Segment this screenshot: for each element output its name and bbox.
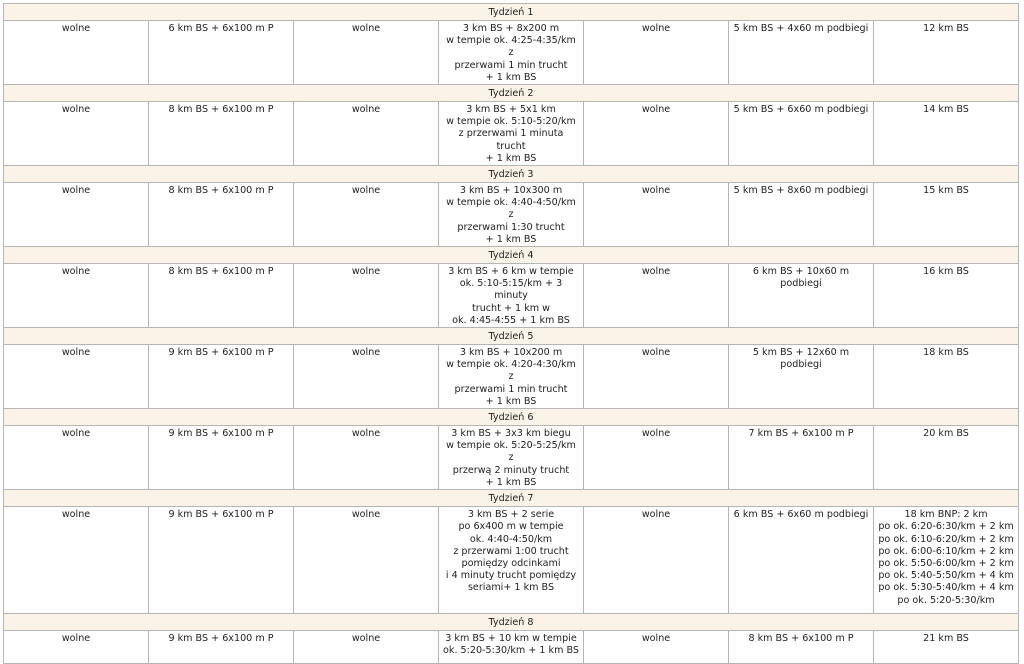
day-cell-2: 9 km BS + 6x100 m P [149,631,294,664]
week-days-row [4,264,1019,328]
day-cell-1: wolne [4,183,149,247]
day-cell-2: 9 km BS + 6x100 m P [149,507,294,614]
day-cell-7: 14 km BS [874,102,1019,166]
day-cell-5: wolne [584,507,729,614]
day-cell-4: 3 km BS + 3x3 km biegu w tempie ok. 5:20-5:25/km z przerwą 2 minuty trucht + 1 km BS [439,426,584,490]
week-days-row [4,631,1019,664]
day-cell-1: wolne [4,345,149,409]
training-plan-table [3,3,1019,664]
week-header-row [4,490,1019,507]
day-cell-7: 20 km BS [874,426,1019,490]
day-cell-1: wolne [4,102,149,166]
day-cell-6: 6 km BS + 6x60 m podbiegi [729,507,874,614]
day-cell-7: 18 km BS [874,345,1019,409]
day-cell-6: 5 km BS + 8x60 m podbiegi [729,183,874,247]
day-cell-1: wolne [4,507,149,614]
day-cell-3: wolne [294,21,439,85]
day-cell-2: 8 km BS + 6x100 m P [149,264,294,328]
day-cell-3: wolne [294,102,439,166]
day-cell-5: wolne [584,21,729,85]
week-header-row [4,85,1019,102]
week-label: Tydzień 1 [4,4,1019,21]
day-cell-5: wolne [584,183,729,247]
week-label: Tydzień 6 [4,409,1019,426]
day-cell-2: 8 km BS + 6x100 m P [149,183,294,247]
day-cell-6: 6 km BS + 10x60 m podbiegi [729,264,874,328]
day-cell-4: 3 km BS + 10 km w tempie ok. 5:20-5:30/km + 1 km BS [439,631,584,664]
week-header-row [4,614,1019,631]
day-cell-3: wolne [294,631,439,664]
day-cell-5: wolne [584,345,729,409]
day-cell-1: wolne [4,631,149,664]
day-cell-3: wolne [294,264,439,328]
week-label: Tydzień 4 [4,247,1019,264]
week-header-row [4,409,1019,426]
week-header-row [4,328,1019,345]
day-cell-6: 5 km BS + 4x60 m podbiegi [729,21,874,85]
day-cell-7: 18 km BNP: 2 km po ok. 6:20-6:30/km + 2 km po ok. 6:10-6:20/km + 2 km po ok. 6:00-6:10/km + 2 km po ok. 5:50-6:00/km + 2 km po ok. 5:40-5:50/km + 4 km po ok. 5:30-5:40/km + 4 km po ok. 5:20-5:30/km [874,507,1019,614]
week-days-row [4,102,1019,166]
week-label: Tydzień 7 [4,490,1019,507]
day-cell-6: 5 km BS + 6x60 m podbiegi [729,102,874,166]
day-cell-6: 7 km BS + 6x100 m P [729,426,874,490]
day-cell-5: wolne [584,631,729,664]
day-cell-7: 16 km BS [874,264,1019,328]
day-cell-7: 21 km BS [874,631,1019,664]
day-cell-5: wolne [584,264,729,328]
week-label: Tydzień 5 [4,328,1019,345]
week-days-row [4,183,1019,247]
day-cell-4: 3 km BS + 6 km w tempie ok. 5:10-5:15/km + 3 minuty trucht + 1 km w ok. 4:45-4:55 + 1 km BS [439,264,584,328]
day-cell-3: wolne [294,183,439,247]
week-header-row [4,4,1019,21]
week-header-row [4,247,1019,264]
day-cell-2: 8 km BS + 6x100 m P [149,102,294,166]
week-label: Tydzień 3 [4,166,1019,183]
week-days-row [4,345,1019,409]
day-cell-4: 3 km BS + 10x200 m w tempie ok. 4:20-4:30/km z przerwami 1 min trucht + 1 km BS [439,345,584,409]
day-cell-3: wolne [294,345,439,409]
day-cell-2: 9 km BS + 6x100 m P [149,426,294,490]
week-days-row [4,21,1019,85]
day-cell-2: 6 km BS + 6x100 m P [149,21,294,85]
day-cell-2: 9 km BS + 6x100 m P [149,345,294,409]
day-cell-3: wolne [294,426,439,490]
day-cell-3: wolne [294,507,439,614]
day-cell-5: wolne [584,102,729,166]
training-plan-body [4,4,1019,664]
day-cell-7: 12 km BS [874,21,1019,85]
day-cell-4: 3 km BS + 8x200 m w tempie ok. 4:25-4:35/km z przerwami 1 min trucht + 1 km BS [439,21,584,85]
day-cell-4: 3 km BS + 5x1 km w tempie ok. 5:10-5:20/km z przerwami 1 minuta trucht + 1 km BS [439,102,584,166]
week-header-row [4,166,1019,183]
day-cell-5: wolne [584,426,729,490]
week-days-row [4,426,1019,490]
week-days-row [4,507,1019,614]
day-cell-4: 3 km BS + 10x300 m w tempie ok. 4:40-4:50/km z przerwami 1:30 trucht + 1 km BS [439,183,584,247]
day-cell-1: wolne [4,21,149,85]
day-cell-7: 15 km BS [874,183,1019,247]
day-cell-1: wolne [4,426,149,490]
week-label: Tydzień 2 [4,85,1019,102]
day-cell-1: wolne [4,264,149,328]
day-cell-4: 3 km BS + 2 serie po 6x400 m w tempie ok. 4:40-4:50/km z przerwami 1:00 trucht pomiędzy odcinkami i 4 minuty trucht pomiędzy seriami+ 1 km BS [439,507,584,614]
day-cell-6: 5 km BS + 12x60 m podbiegi [729,345,874,409]
day-cell-6: 8 km BS + 6x100 m P [729,631,874,664]
week-label: Tydzień 8 [4,614,1019,631]
